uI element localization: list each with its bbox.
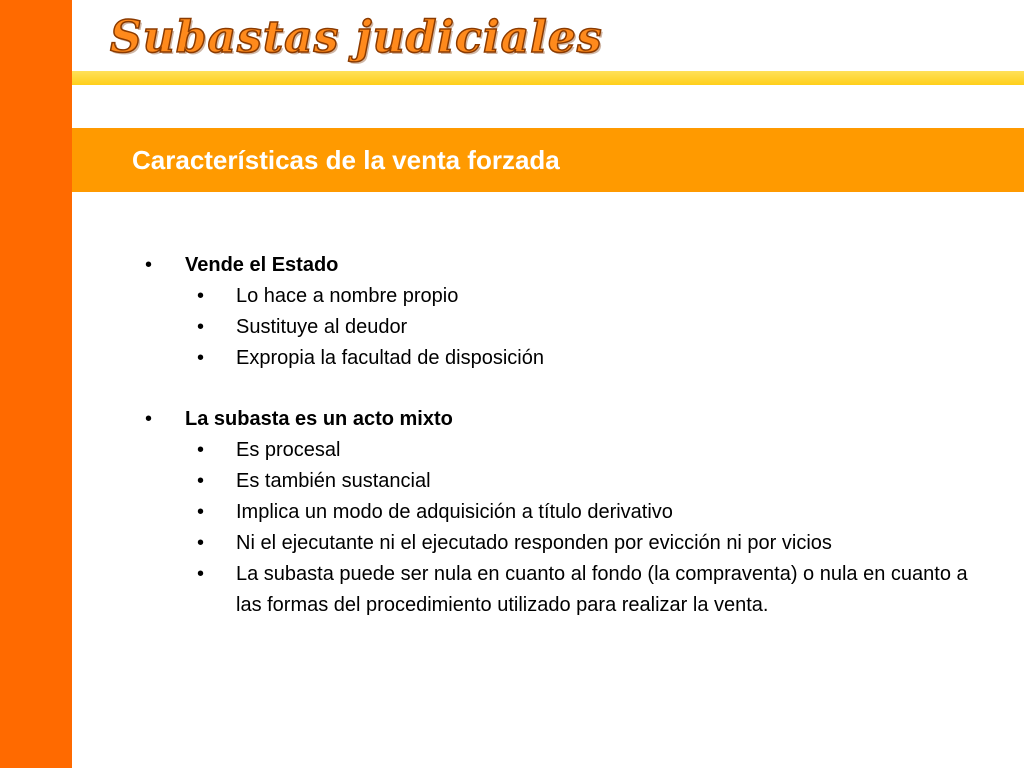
bullet-item	[145, 528, 975, 559]
bullet-item-text: Es también sustancial	[236, 470, 431, 492]
bullet-item-text: La subasta puede ser nula en cuanto al fondo (la compraventa) o nula en cuanto a las formas del procedimiento utilizado para realizar la venta.	[236, 563, 968, 616]
bullet-item-text: Implica un modo de adquisición a título derivativo	[236, 501, 673, 523]
left-accent-bar	[0, 0, 72, 768]
bullet-item	[145, 281, 975, 312]
bullet-icon: •	[197, 439, 205, 461]
bullet-heading-text: Vende el Estado	[185, 254, 339, 276]
bullet-icon: •	[145, 254, 153, 276]
bullet-icon: •	[197, 285, 205, 307]
bullet-icon: •	[197, 563, 205, 585]
bullet-heading	[145, 250, 975, 281]
bullet-item	[145, 343, 975, 374]
bullet-item	[145, 466, 975, 497]
logo-text: Subastas judiciales	[110, 12, 603, 63]
bullet-item	[145, 312, 975, 343]
bullet-item-text: Sustituye al deudor	[236, 316, 408, 338]
bullet-item-text: Lo hace a nombre propio	[236, 285, 459, 307]
bullet-item-text: Ni el ejecutante ni el ejecutado responden por evicción ni por vicios	[236, 532, 832, 554]
bullet-icon: •	[197, 501, 205, 523]
title-band	[72, 128, 1024, 192]
bullet-icon: •	[197, 470, 205, 492]
bullet-heading	[145, 404, 975, 435]
bullet-item	[145, 497, 975, 528]
bullet-item-text: Es procesal	[236, 439, 341, 461]
bullet-icon: •	[197, 532, 205, 554]
bullet-icon: •	[145, 408, 153, 430]
slide-title: Características de la venta forzada	[132, 145, 560, 175]
bullet-icon: •	[197, 347, 205, 369]
bullet-item	[145, 435, 975, 466]
bullet-heading-text: La subasta es un acto mixto	[185, 408, 453, 430]
group-spacer	[145, 374, 975, 404]
bullet-item	[145, 559, 975, 621]
bullet-content	[145, 250, 975, 621]
bullet-icon: •	[197, 316, 205, 338]
bullet-item-text: Expropia la facultad de disposición	[236, 347, 544, 369]
header-divider-line	[72, 71, 1024, 85]
